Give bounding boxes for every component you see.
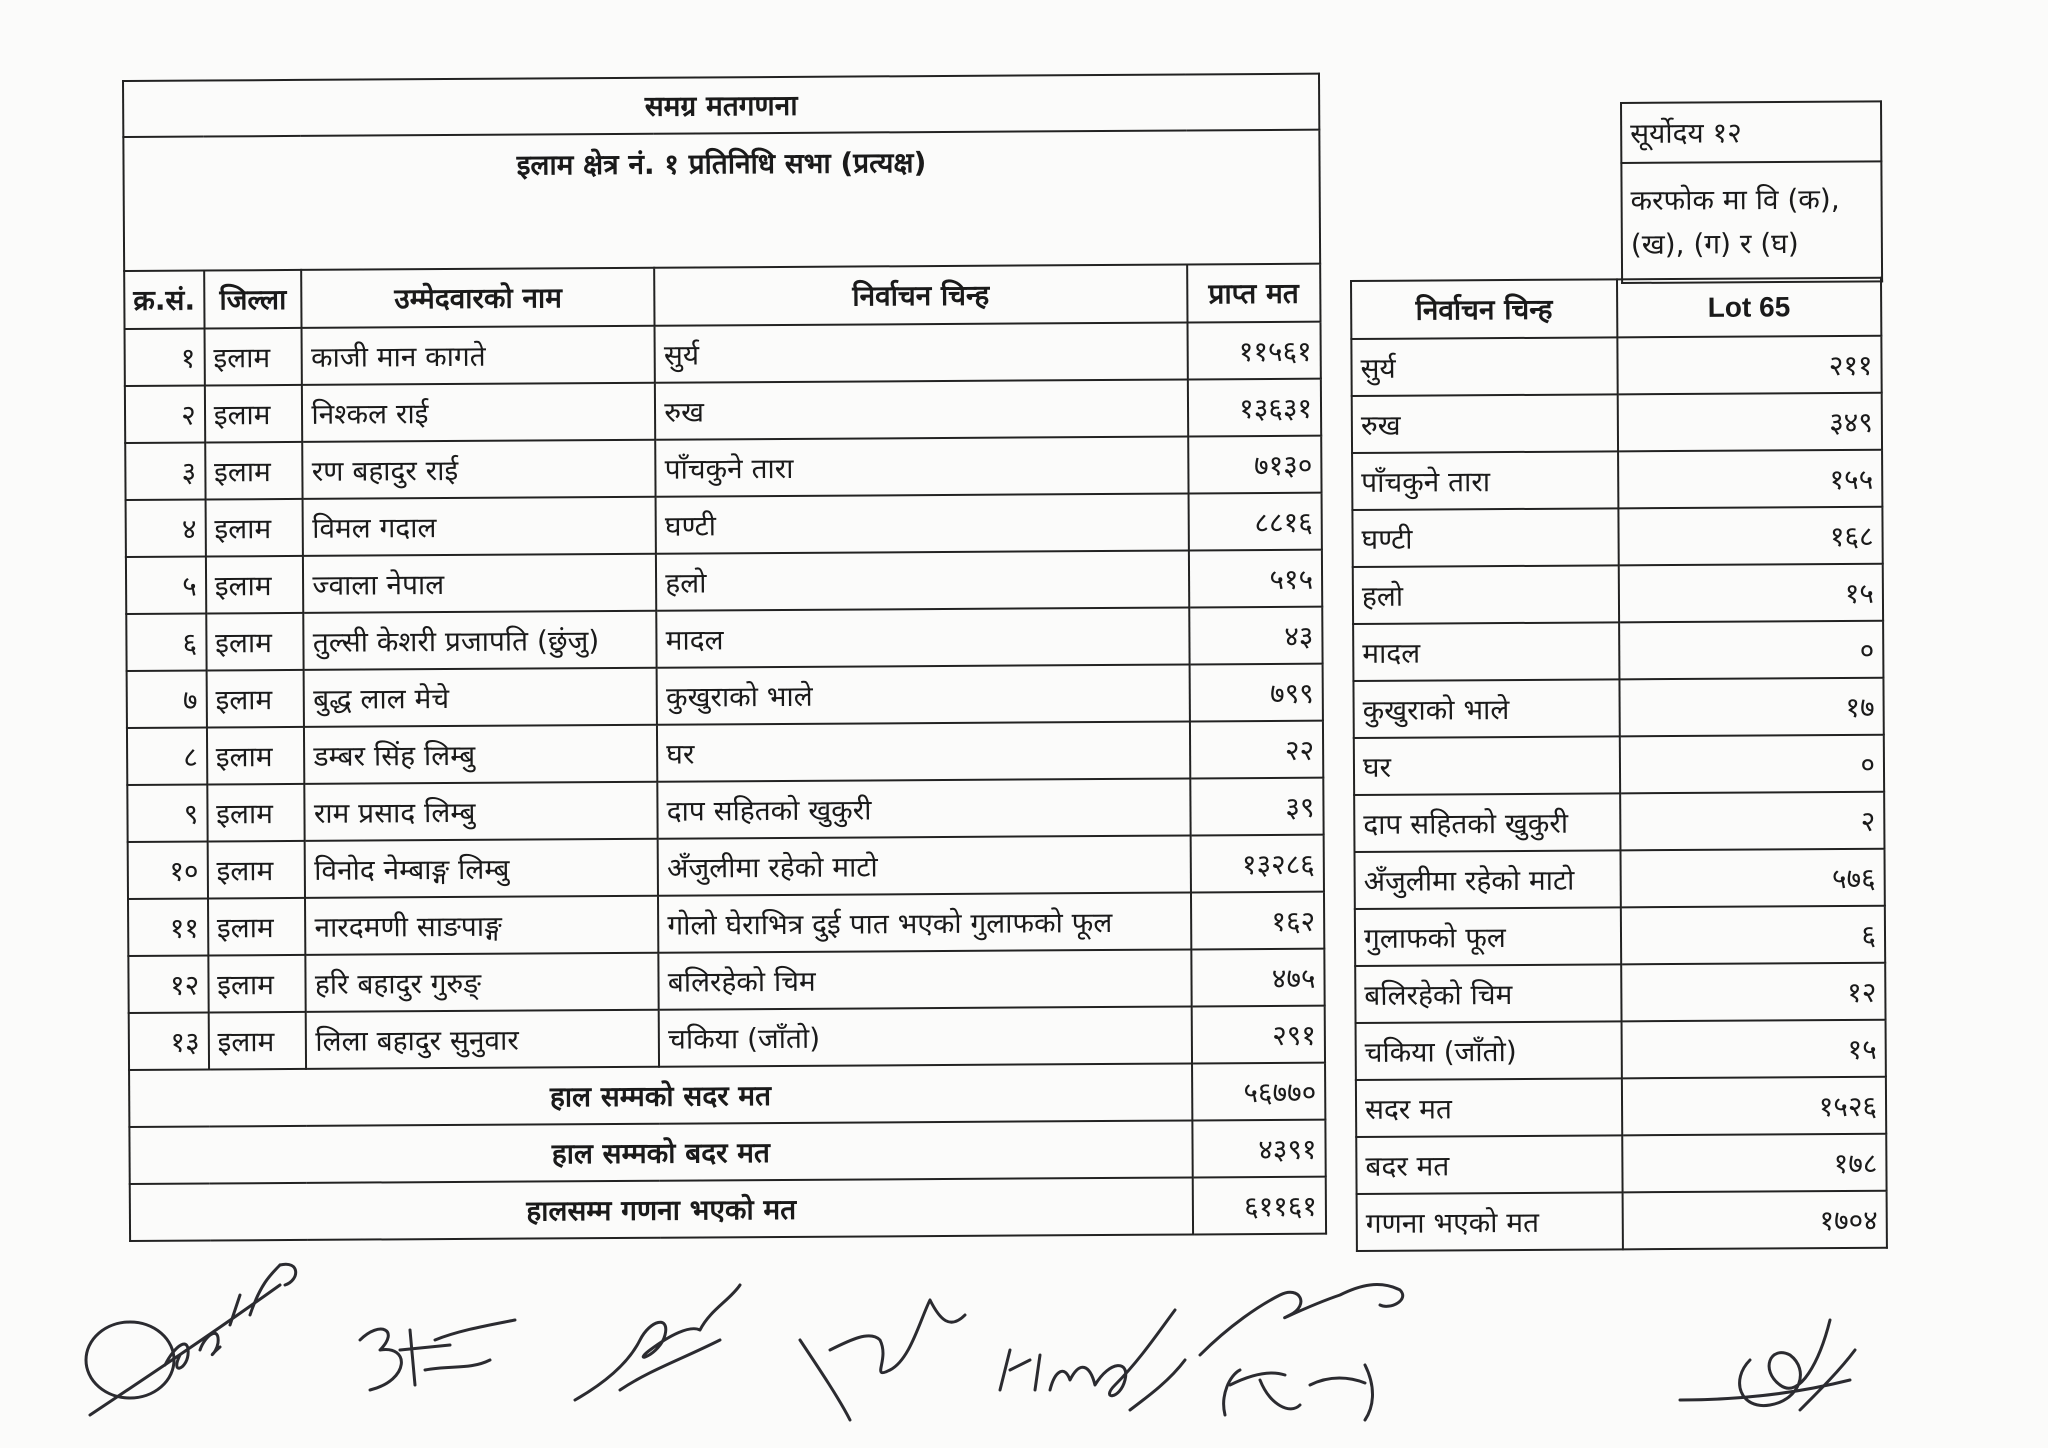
summary-row: [129, 1063, 1325, 1127]
lot-row: [1351, 336, 1881, 396]
cell-district: इलाम: [205, 442, 303, 500]
cell-sn: ११: [128, 898, 208, 955]
lot-row: [1353, 564, 1883, 624]
side-header-symbol: निर्वाचन चिन्ह: [1351, 279, 1617, 339]
table-row: [128, 949, 1324, 1013]
cell-votes: ७९९: [1189, 664, 1323, 722]
signature-4: [780, 1280, 970, 1430]
summary-row: [130, 1177, 1326, 1241]
cell-district: इलाम: [207, 727, 305, 785]
cell-symbol: घर: [657, 721, 1190, 781]
table-row: [126, 493, 1322, 557]
cell-sn: १०: [128, 841, 208, 898]
cell-sn: १: [125, 329, 205, 386]
cell-votes: १३२८६: [1190, 835, 1324, 893]
table-row: [125, 436, 1321, 500]
lot-summary-row: [1357, 1191, 1887, 1251]
cell-district: इलाम: [206, 670, 304, 728]
lot-symbol: मादल: [1353, 622, 1619, 681]
lot-summary-label: गणना भएको मत: [1357, 1192, 1623, 1251]
lot-row: [1355, 963, 1885, 1023]
table-row: [128, 835, 1324, 899]
signature-5: [990, 1300, 1190, 1430]
cell-district: इलाम: [207, 841, 305, 899]
cell-sn: ३: [125, 443, 205, 500]
summary-label: हालसम्म गणना भएको मत: [130, 1177, 1193, 1240]
cell-sn: ९: [127, 784, 207, 841]
table-row: [126, 607, 1322, 671]
polling-centre-box: [1620, 100, 1883, 284]
lot-row: [1354, 735, 1884, 795]
cell-candidate: विमल गदाल: [303, 497, 656, 556]
cell-candidate: विनोद नेम्बाङ्ग लिम्बु: [305, 839, 658, 898]
signature-6: [1190, 1265, 1420, 1435]
cell-district: इलाम: [208, 1012, 306, 1070]
cell-candidate: निश्कल राई: [302, 383, 655, 442]
cell-district: इलाम: [208, 898, 306, 956]
cell-candidate: डम्बर सिंह लिम्बु: [304, 725, 657, 784]
header-candidate: उम्मेदवारको नाम: [302, 268, 655, 328]
table-row: [125, 379, 1321, 443]
cell-candidate: हरि बहादुर गुरुङ्: [306, 953, 659, 1012]
cell-votes: ८८१६: [1188, 493, 1322, 551]
lot-votes: १५: [1618, 564, 1883, 623]
lot-symbol: दाप सहितको खुकुरी: [1354, 793, 1620, 852]
cell-district: इलाम: [208, 955, 306, 1013]
lot-row: [1353, 621, 1883, 681]
signature-7: [1670, 1300, 1890, 1440]
cell-candidate: तुल्सी केशरी प्रजापति (छुंजु): [304, 611, 657, 670]
lot-symbol: पाँचकुने तारा: [1352, 451, 1618, 510]
cell-symbol: चकिया (जाँतो): [659, 1006, 1192, 1066]
lot-symbol: रुख: [1352, 394, 1618, 453]
cell-votes: ४३: [1189, 607, 1323, 665]
lot-summary-value: १५२६: [1622, 1077, 1887, 1136]
summary-rows: [129, 1063, 1326, 1241]
cell-votes: २९१: [1191, 1006, 1325, 1064]
lot-votes: १५: [1621, 1020, 1886, 1079]
lot-symbol: घण्टी: [1352, 508, 1618, 567]
cell-candidate: नारदमणी साङपाङ्ग: [305, 896, 658, 955]
table-row: [126, 550, 1322, 614]
table-row: [129, 1006, 1325, 1070]
lot-summary-rows: [1356, 1077, 1887, 1251]
cell-district: इलाम: [207, 784, 305, 842]
cell-votes: ७१३०: [1188, 436, 1322, 494]
polling-centre: करफोक मा वि (क), (ख), (ग) र (घ): [1621, 161, 1882, 283]
lot-votes: ०: [1619, 735, 1884, 794]
lot-symbol: चकिया (जाँतो): [1356, 1021, 1622, 1080]
header-sn: क्र.सं.: [124, 271, 204, 329]
header-votes: प्राप्त मत: [1187, 264, 1321, 323]
cell-sn: १२: [128, 955, 208, 1012]
cell-candidate: बुद्ध लाल मेचे: [304, 668, 657, 727]
lot-summary-label: बदर मत: [1356, 1135, 1622, 1194]
table-row: [127, 778, 1323, 842]
lot-symbol: सुर्य: [1351, 337, 1617, 396]
cell-candidate: काजी मान कागते: [302, 326, 655, 385]
lot-votes: १५५: [1618, 450, 1883, 509]
lot-votes: १७: [1619, 678, 1884, 737]
cell-candidate: रण बहादुर राई: [303, 440, 656, 499]
summary-label: हाल सम्मको बदर मत: [129, 1120, 1192, 1183]
cell-district: इलाम: [206, 613, 304, 671]
cell-symbol: गोलो घेराभित्र दुई पात भएको गुलाफको फूल: [658, 892, 1191, 952]
table-row: [127, 664, 1323, 728]
overall-count-table: [122, 73, 1327, 1242]
table-row: [128, 892, 1324, 956]
cell-district: इलाम: [206, 556, 304, 614]
cell-sn: २: [125, 386, 205, 443]
lot-symbol: हलो: [1353, 565, 1619, 624]
summary-value: ४३९१: [1192, 1120, 1326, 1178]
lot-rows: [1351, 336, 1886, 1080]
signature-2: [340, 1300, 520, 1410]
cell-symbol: सुर्य: [655, 322, 1188, 382]
lot-summary-value: १७०४: [1622, 1191, 1887, 1250]
lot-symbol: घर: [1354, 736, 1620, 795]
header-symbol: निर्वाचन चिन्ह: [654, 264, 1187, 325]
cell-votes: ३९: [1190, 778, 1324, 836]
cell-district: इलाम: [205, 385, 303, 443]
cell-symbol: हलो: [656, 550, 1189, 610]
lot-symbol: बलिरहेको चिम: [1355, 964, 1621, 1023]
summary-label: हाल सम्मको सदर मत: [129, 1063, 1192, 1126]
lot-votes: २११: [1617, 336, 1882, 395]
table-row: [125, 322, 1321, 386]
cell-votes: ५१५: [1188, 550, 1322, 608]
lot-row: [1353, 678, 1883, 738]
lot-summary-row: [1356, 1077, 1886, 1137]
lot-votes: ०: [1619, 621, 1884, 680]
lot-symbol: अँजुलीमा रहेको माटो: [1354, 850, 1620, 909]
side-header-lot: Lot 65: [1617, 278, 1882, 338]
cell-sn: ६: [126, 613, 206, 670]
lot-votes: ६: [1620, 906, 1885, 965]
cell-votes: १६२: [1191, 892, 1325, 950]
summary-value: ५६७७०: [1192, 1063, 1326, 1121]
summary-value: ६११६१: [1192, 1177, 1326, 1235]
cell-candidate: ज्वाला नेपाल: [303, 554, 656, 613]
constituency-subtitle: इलाम क्षेत्र नं. १ प्रतिनिधि सभा (प्रत्यक्ष): [123, 130, 1320, 271]
lot-row: [1354, 792, 1884, 852]
lot-symbol: कुखुराको भाले: [1353, 679, 1619, 738]
header-district: जिल्ला: [204, 270, 302, 329]
cell-candidate: लिला बहादुर सुनुवार: [306, 1010, 659, 1069]
cell-candidate: राम प्रसाद लिम्बु: [305, 782, 658, 841]
table-row: [127, 721, 1323, 785]
cell-votes: ४७५: [1191, 949, 1325, 1007]
lot-row: [1356, 1020, 1886, 1080]
cell-sn: १३: [129, 1012, 209, 1069]
cell-votes: ११५६१: [1187, 322, 1321, 380]
cell-sn: ४: [126, 499, 206, 556]
cell-votes: १३६३१: [1187, 379, 1321, 437]
cell-symbol: अँजुलीमा रहेको माटो: [658, 835, 1191, 895]
lot-row: [1352, 450, 1882, 510]
lot-votes: ३४९: [1617, 393, 1882, 452]
lot-count-table: [1350, 277, 1888, 1252]
cell-district: इलाम: [205, 499, 303, 557]
signature-1: [70, 1255, 310, 1425]
lot-row: [1352, 507, 1882, 567]
cell-symbol: कुखुराको भाले: [657, 664, 1190, 724]
signature-3: [560, 1270, 750, 1410]
summary-row: [129, 1120, 1325, 1184]
lot-votes: १६८: [1618, 507, 1883, 566]
cell-district: इलाम: [204, 328, 302, 386]
cell-symbol: दाप सहितको खुकुरी: [658, 778, 1191, 838]
cell-symbol: घण्टी: [656, 493, 1189, 553]
lot-votes: २: [1620, 792, 1885, 851]
lot-symbol: गुलाफको फूल: [1355, 907, 1621, 966]
lot-summary-row: [1356, 1134, 1886, 1194]
lot-votes: १२: [1621, 963, 1886, 1022]
cell-sn: ७: [127, 670, 207, 727]
lot-row: [1352, 393, 1882, 453]
polling-name: सूर्योदय १२: [1621, 101, 1881, 163]
lot-row: [1355, 906, 1885, 966]
lot-summary-label: सदर मत: [1356, 1078, 1622, 1137]
lot-votes: ५७६: [1620, 849, 1885, 908]
page-title: समग्र मतगणना: [123, 74, 1319, 137]
cell-sn: ८: [127, 727, 207, 784]
lot-summary-value: १७८: [1622, 1134, 1887, 1193]
cell-symbol: रुख: [655, 379, 1188, 439]
cell-symbol: मादल: [657, 607, 1190, 667]
cell-sn: ५: [126, 556, 206, 613]
cell-votes: २२: [1190, 721, 1324, 779]
cell-symbol: पाँचकुने तारा: [655, 436, 1188, 496]
candidate-rows: [125, 322, 1326, 1070]
lot-row: [1354, 849, 1884, 909]
cell-symbol: बलिरहेको चिम: [659, 949, 1192, 1009]
